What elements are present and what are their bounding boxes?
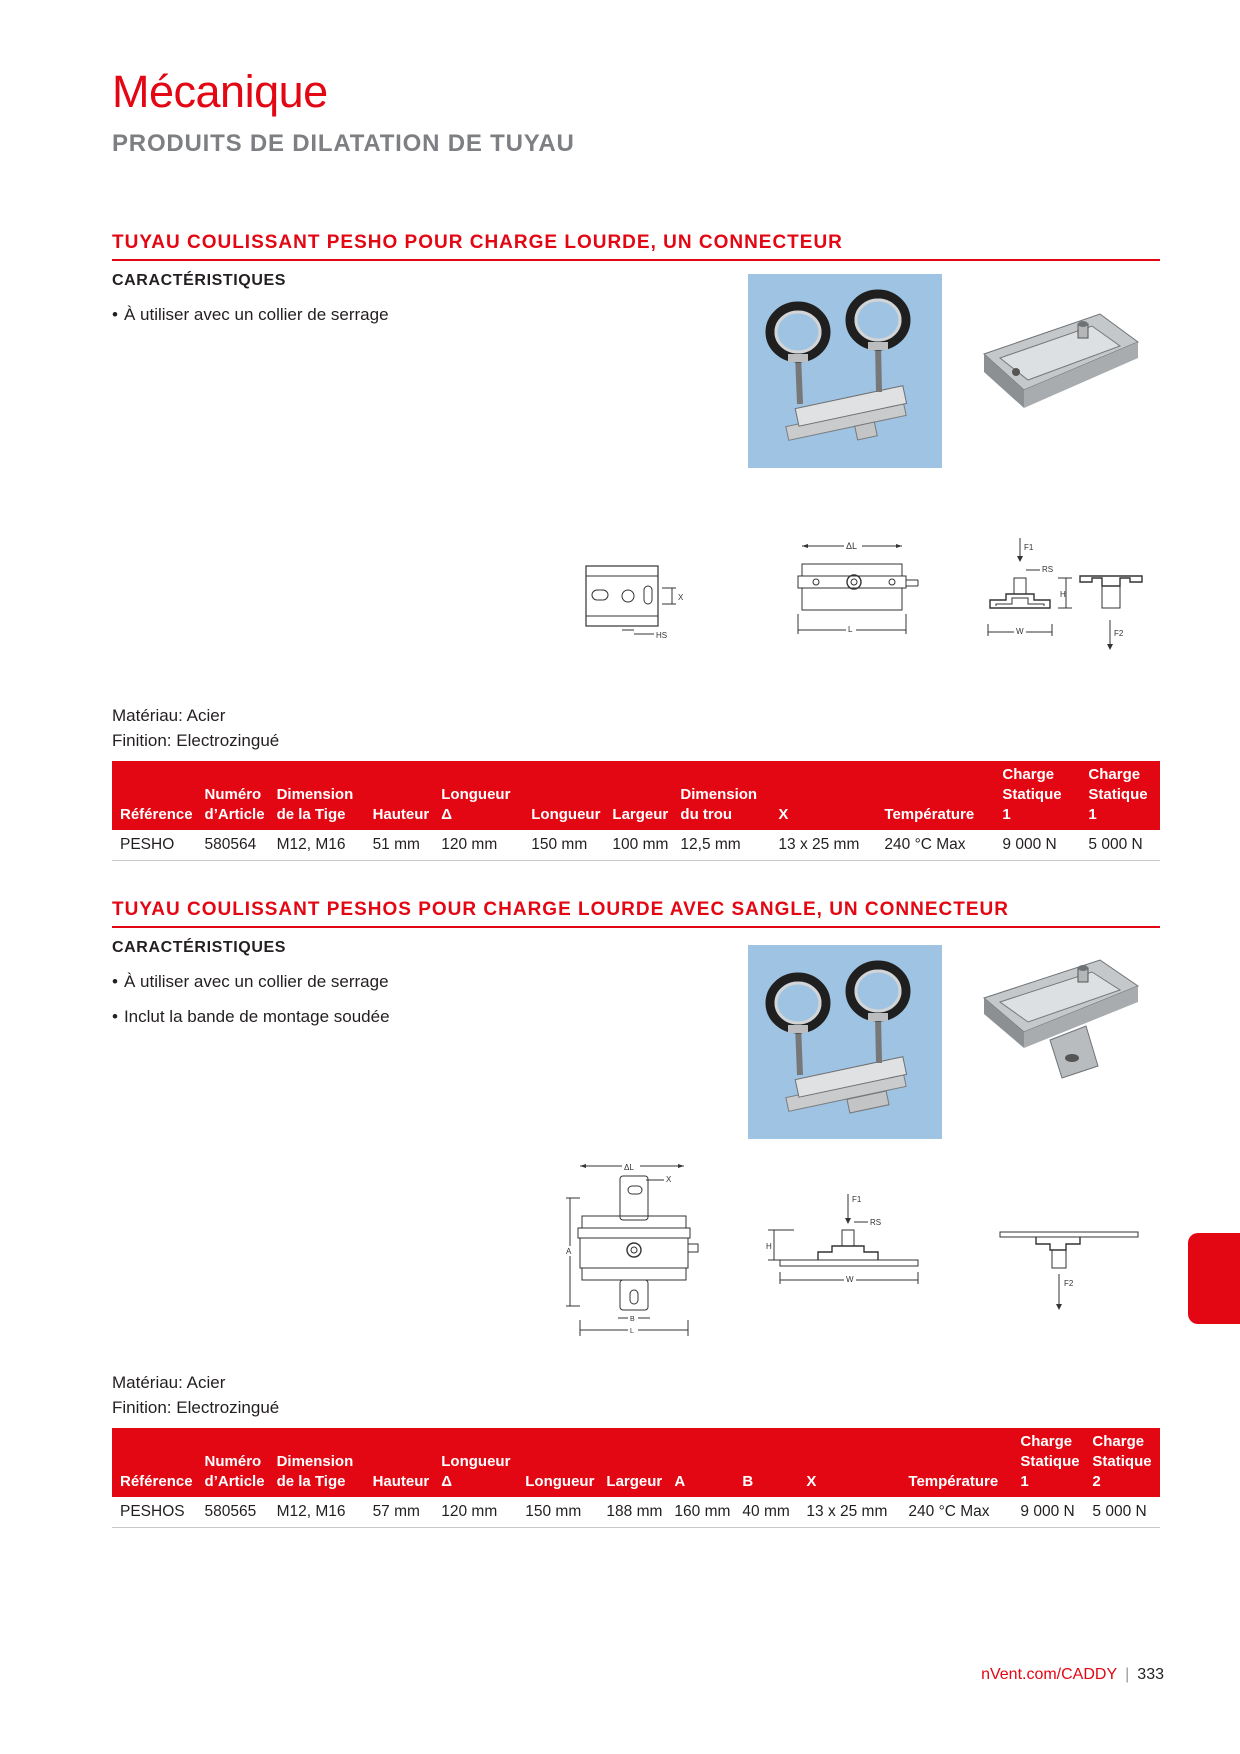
dim-delta-l-label: ΔL — [624, 1163, 634, 1172]
cell-a: 160 mm — [666, 1497, 734, 1528]
col-header-static-load-1: Charge Statique 1 — [1012, 1428, 1084, 1497]
cell-article-number: 580564 — [197, 830, 269, 861]
cell-article-number: 580565 — [197, 1497, 269, 1528]
dim-l-label: L — [848, 625, 853, 634]
force-f1-label: F1 — [1024, 543, 1034, 552]
cell-length: 150 mm — [523, 830, 604, 861]
col-header-length-delta: Longueur Δ — [433, 1428, 517, 1497]
force-f2-label: F2 — [1064, 1279, 1074, 1288]
col-header-b: B — [734, 1428, 798, 1497]
product-photo-peshos — [748, 945, 942, 1139]
force-f1-label: F1 — [852, 1195, 862, 1204]
col-header-height: Hauteur — [365, 761, 434, 830]
features-heading: CARACTÉRISTIQUES — [112, 939, 287, 956]
col-header-temperature: Température — [900, 1428, 1012, 1497]
col-header-length-delta: Longueur Δ — [433, 761, 523, 830]
chapter-side-tab — [1188, 1233, 1240, 1324]
cell-b: 40 mm — [734, 1497, 798, 1528]
material-text: Matériau: Acier — [112, 1373, 226, 1392]
table-header-row — [112, 761, 1160, 830]
cell-rod-dimension: M12, M16 — [269, 1497, 365, 1528]
cell-temperature: 240 °C Max — [876, 830, 994, 861]
col-header-static-load-1: Charge Statique 1 — [994, 761, 1080, 830]
specs-table-peshos — [112, 1428, 1160, 1528]
col-header-length: Longueur — [517, 1428, 598, 1497]
col-header-reference: Référence — [112, 761, 197, 830]
footer-url[interactable]: nVent.com/CADDY — [981, 1666, 1118, 1683]
dim-x-label: X — [666, 1175, 672, 1184]
footer — [981, 1666, 1164, 1684]
table-row — [112, 1497, 1160, 1528]
cell-length-delta: 120 mm — [433, 1497, 517, 1528]
dim-w-label: W — [846, 1275, 854, 1284]
footer-separator: | — [1125, 1666, 1130, 1683]
col-header-width: Largeur — [604, 761, 672, 830]
diagram-side-view — [794, 534, 930, 646]
force-f2-label: F2 — [1114, 629, 1124, 638]
diagram-end-view — [982, 536, 1148, 654]
dim-delta-l-label: ΔL — [846, 541, 858, 551]
diagram-top-view — [578, 558, 690, 644]
product-photo-slide-pesho — [980, 312, 1140, 420]
col-header-static-load-2: Charge Statique 2 — [1084, 1428, 1160, 1497]
cell-height: 51 mm — [365, 830, 434, 861]
section-title-peshos: TUYAU COULISSANT PESHOS POUR CHARGE LOURDE AVEC SANGLE, UN CONNECTEUR — [112, 899, 1160, 928]
cell-hole-dimension: 12,5 mm — [672, 830, 770, 861]
diagram-strap-end-view — [996, 1226, 1142, 1316]
col-header-static-load-1b: Charge Statique 1 — [1080, 761, 1160, 830]
material-text: Matériau: Acier — [112, 706, 226, 725]
cell-reference: PESHOS — [112, 1497, 197, 1528]
cell-static-load-1: 9 000 N — [994, 830, 1080, 861]
col-header-article-number: Numéro d’Article — [197, 1428, 269, 1497]
dim-l-label: L — [630, 1328, 634, 1335]
dim-w-label: W — [1016, 627, 1024, 636]
cell-temperature: 240 °C Max — [900, 1497, 1012, 1528]
feature-item: • À utiliser avec un collier de serrage — [112, 305, 389, 325]
product-photo-slide-peshos — [980, 958, 1140, 1080]
dim-a-label: A — [566, 1247, 572, 1256]
page-subtitle: PRODUITS DE DILATATION DE TUYAU — [112, 130, 575, 157]
page-number: 333 — [1137, 1666, 1164, 1683]
col-header-height: Hauteur — [365, 1428, 434, 1497]
col-header-width: Largeur — [598, 1428, 666, 1497]
cell-length-delta: 120 mm — [433, 830, 523, 861]
diagram-strap-side-view — [764, 1188, 924, 1300]
cell-x: 13 x 25 mm — [798, 1497, 900, 1528]
cell-length: 150 mm — [517, 1497, 598, 1528]
col-header-a: A — [666, 1428, 734, 1497]
dim-rs-label: RS — [1042, 565, 1054, 574]
cell-reference: PESHO — [112, 830, 197, 861]
col-header-reference: Référence — [112, 1428, 197, 1497]
col-header-rod-dimension: Dimension de la Tige — [269, 761, 365, 830]
col-header-temperature: Température — [876, 761, 994, 830]
specs-table-pesho — [112, 761, 1160, 861]
table-row — [112, 830, 1160, 861]
dim-rs-label: RS — [870, 1218, 882, 1227]
col-header-x: X — [798, 1428, 900, 1497]
dim-h-label: H — [766, 1242, 772, 1251]
feature-item: • À utiliser avec un collier de serrage — [112, 972, 389, 992]
finish-text: Finition: Electrozingué — [112, 1398, 280, 1417]
product-photo-pesho — [748, 274, 942, 468]
cell-height: 57 mm — [365, 1497, 434, 1528]
table-header-row — [112, 1428, 1160, 1497]
dim-x-label: X — [678, 593, 684, 602]
dim-b-label: B — [630, 1316, 635, 1323]
section-title-pesho: TUYAU COULISSANT PESHO POUR CHARGE LOURDE, UN CONNECTEUR — [112, 232, 1160, 261]
cell-static-load-2: 5 000 N — [1084, 1497, 1160, 1528]
feature-item: • Inclut la bande de montage soudée — [112, 1007, 390, 1027]
cell-x: 13 x 25 mm — [770, 830, 876, 861]
page-title: Mécanique — [112, 66, 328, 117]
dim-h-label: H — [1060, 590, 1066, 599]
cell-static-load-1: 9 000 N — [1012, 1497, 1084, 1528]
col-header-x: X — [770, 761, 876, 830]
cell-width: 188 mm — [598, 1497, 666, 1528]
diagram-strap-top-view — [560, 1158, 710, 1340]
finish-text: Finition: Electrozingué — [112, 731, 280, 750]
col-header-rod-dimension: Dimension de la Tige — [269, 1428, 365, 1497]
col-header-hole-dimension: Dimension du trou — [672, 761, 770, 830]
col-header-article-number: Numéro d’Article — [197, 761, 269, 830]
cell-static-load-1b: 5 000 N — [1080, 830, 1160, 861]
dim-hs-label: HS — [656, 631, 668, 640]
cell-width: 100 mm — [604, 830, 672, 861]
col-header-length: Longueur — [523, 761, 604, 830]
cell-rod-dimension: M12, M16 — [269, 830, 365, 861]
features-heading: CARACTÉRISTIQUES — [112, 272, 287, 289]
